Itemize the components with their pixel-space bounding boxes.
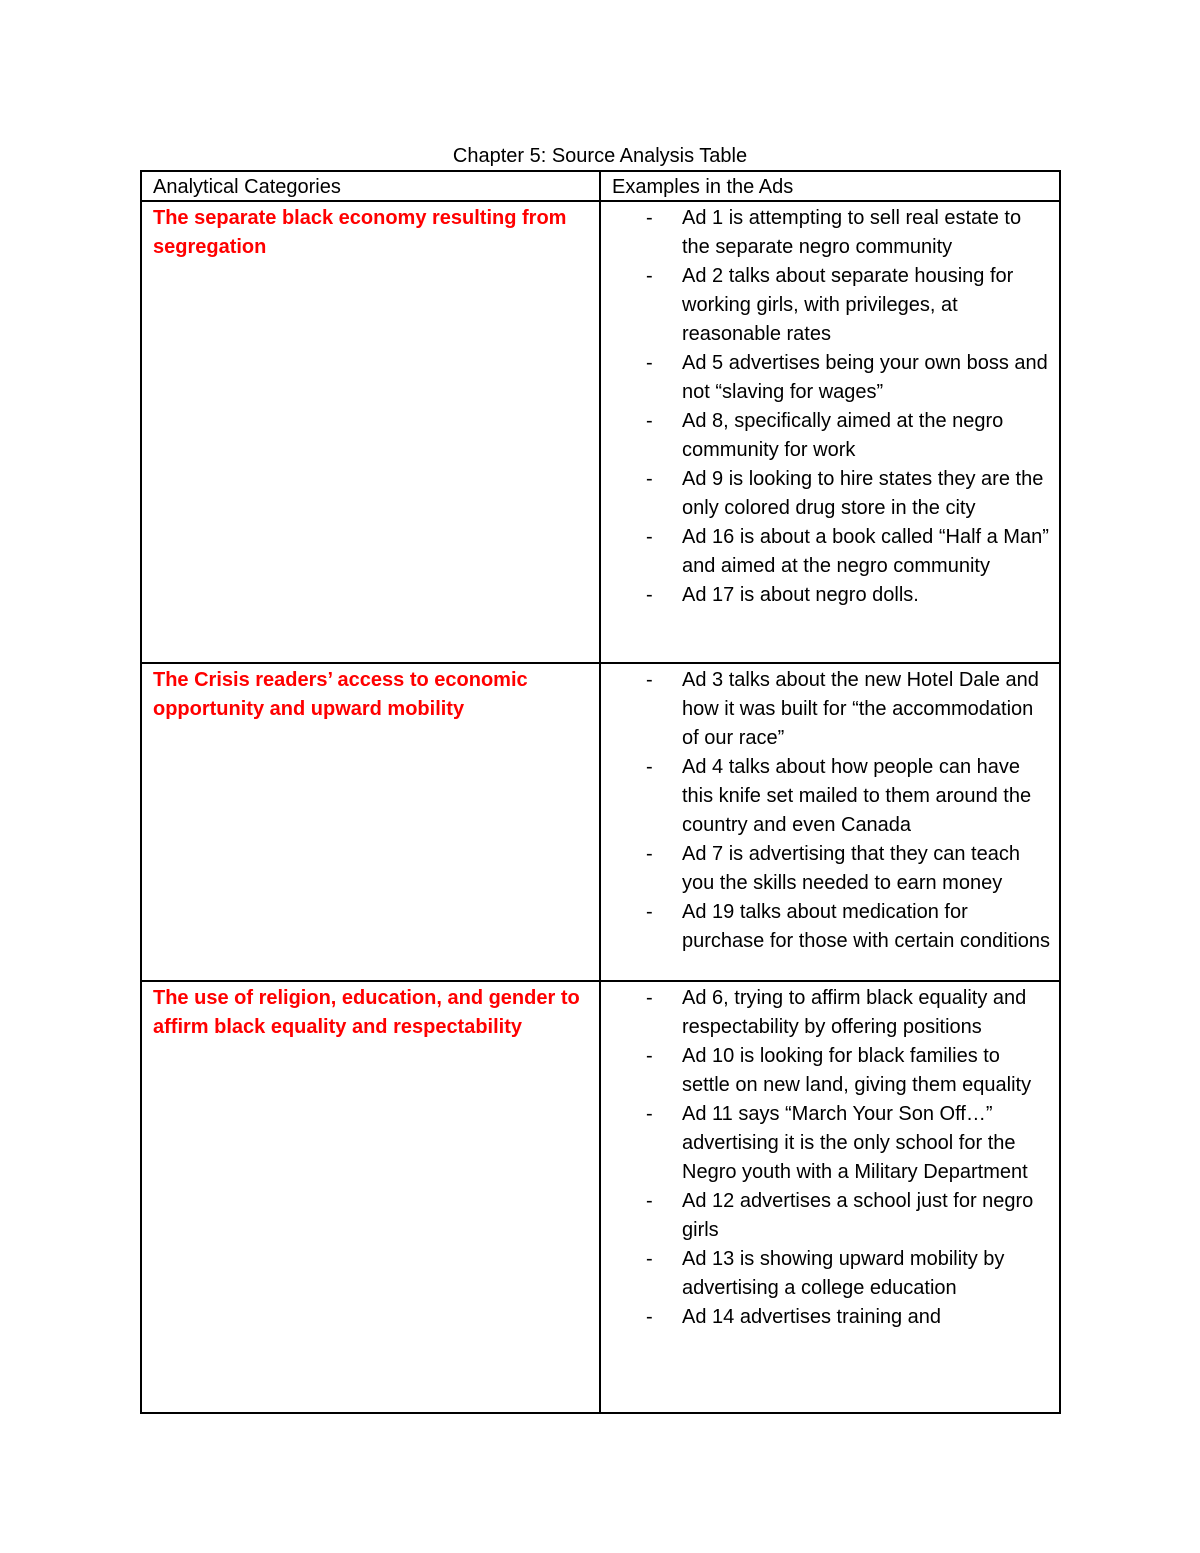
list-item: - Ad 4 talks about how people can have this knife set mailed to them around the country and even Canada bbox=[682, 753, 1051, 840]
list-item: - Ad 10 is looking for black families to settle on new land, giving them equality bbox=[682, 1042, 1051, 1100]
category-cell bbox=[141, 663, 600, 981]
list-item: - Ad 3 talks about the new Hotel Dale and how it was built for “the accommodation of our race” bbox=[682, 666, 1051, 753]
list-item: - Ad 6, trying to affirm black equality and respectability by offering positions bbox=[682, 984, 1051, 1042]
list-item: - Ad 2 talks about separate housing for working girls, with privileges, at reasonable rates bbox=[682, 262, 1051, 349]
list-item: - Ad 9 is looking to hire states they are the only colored drug store in the city bbox=[682, 465, 1051, 523]
header-examples-in-ads: Examples in the Ads bbox=[600, 171, 1060, 201]
list-item: - Ad 7 is advertising that they can teach you the skills needed to earn money bbox=[682, 840, 1051, 898]
examples-cell bbox=[600, 981, 1060, 1413]
list-item: - Ad 5 advertises being your own boss and not “slaving for wages” bbox=[682, 349, 1051, 407]
category-cell bbox=[141, 201, 600, 663]
list-item: - Ad 14 advertises training and bbox=[682, 1303, 1051, 1332]
list-item: - Ad 13 is showing upward mobility by advertising a college education bbox=[682, 1245, 1051, 1303]
examples-list bbox=[612, 666, 1051, 956]
table-header-row bbox=[141, 171, 1060, 201]
examples-cell bbox=[600, 663, 1060, 981]
list-item: - Ad 8, specifically aimed at the negro community for work bbox=[682, 407, 1051, 465]
list-item: - Ad 16 is about a book called “Half a Man” and aimed at the negro community bbox=[682, 523, 1051, 581]
table-row bbox=[141, 663, 1060, 981]
list-item: - Ad 1 is attempting to sell real estate to the separate negro community bbox=[682, 204, 1051, 262]
examples-list bbox=[612, 204, 1051, 610]
category-text: The use of religion, education, and gender to affirm black equality and respectability bbox=[153, 987, 580, 1038]
header-analytical-categories: Analytical Categories bbox=[141, 171, 600, 201]
category-text: The separate black economy resulting from segregation bbox=[153, 207, 567, 258]
list-item: - Ad 12 advertises a school just for negro girls bbox=[682, 1187, 1051, 1245]
page-title: Chapter 5: Source Analysis Table bbox=[452, 145, 748, 167]
source-analysis-table bbox=[140, 170, 1061, 1414]
list-item: - Ad 11 says “March Your Son Off…” advertising it is the only school for the Negro youth with a Military Department bbox=[682, 1100, 1051, 1187]
list-item: - Ad 17 is about negro dolls. bbox=[682, 581, 1051, 610]
category-cell bbox=[141, 981, 600, 1413]
examples-cell bbox=[600, 201, 1060, 663]
examples-list bbox=[612, 984, 1051, 1332]
table-row bbox=[141, 201, 1060, 663]
category-text: The Crisis readers’ access to economic opportunity and upward mobility bbox=[153, 669, 528, 720]
list-item: - Ad 19 talks about medication for purchase for those with certain conditions bbox=[682, 898, 1051, 956]
table-row bbox=[141, 981, 1060, 1413]
